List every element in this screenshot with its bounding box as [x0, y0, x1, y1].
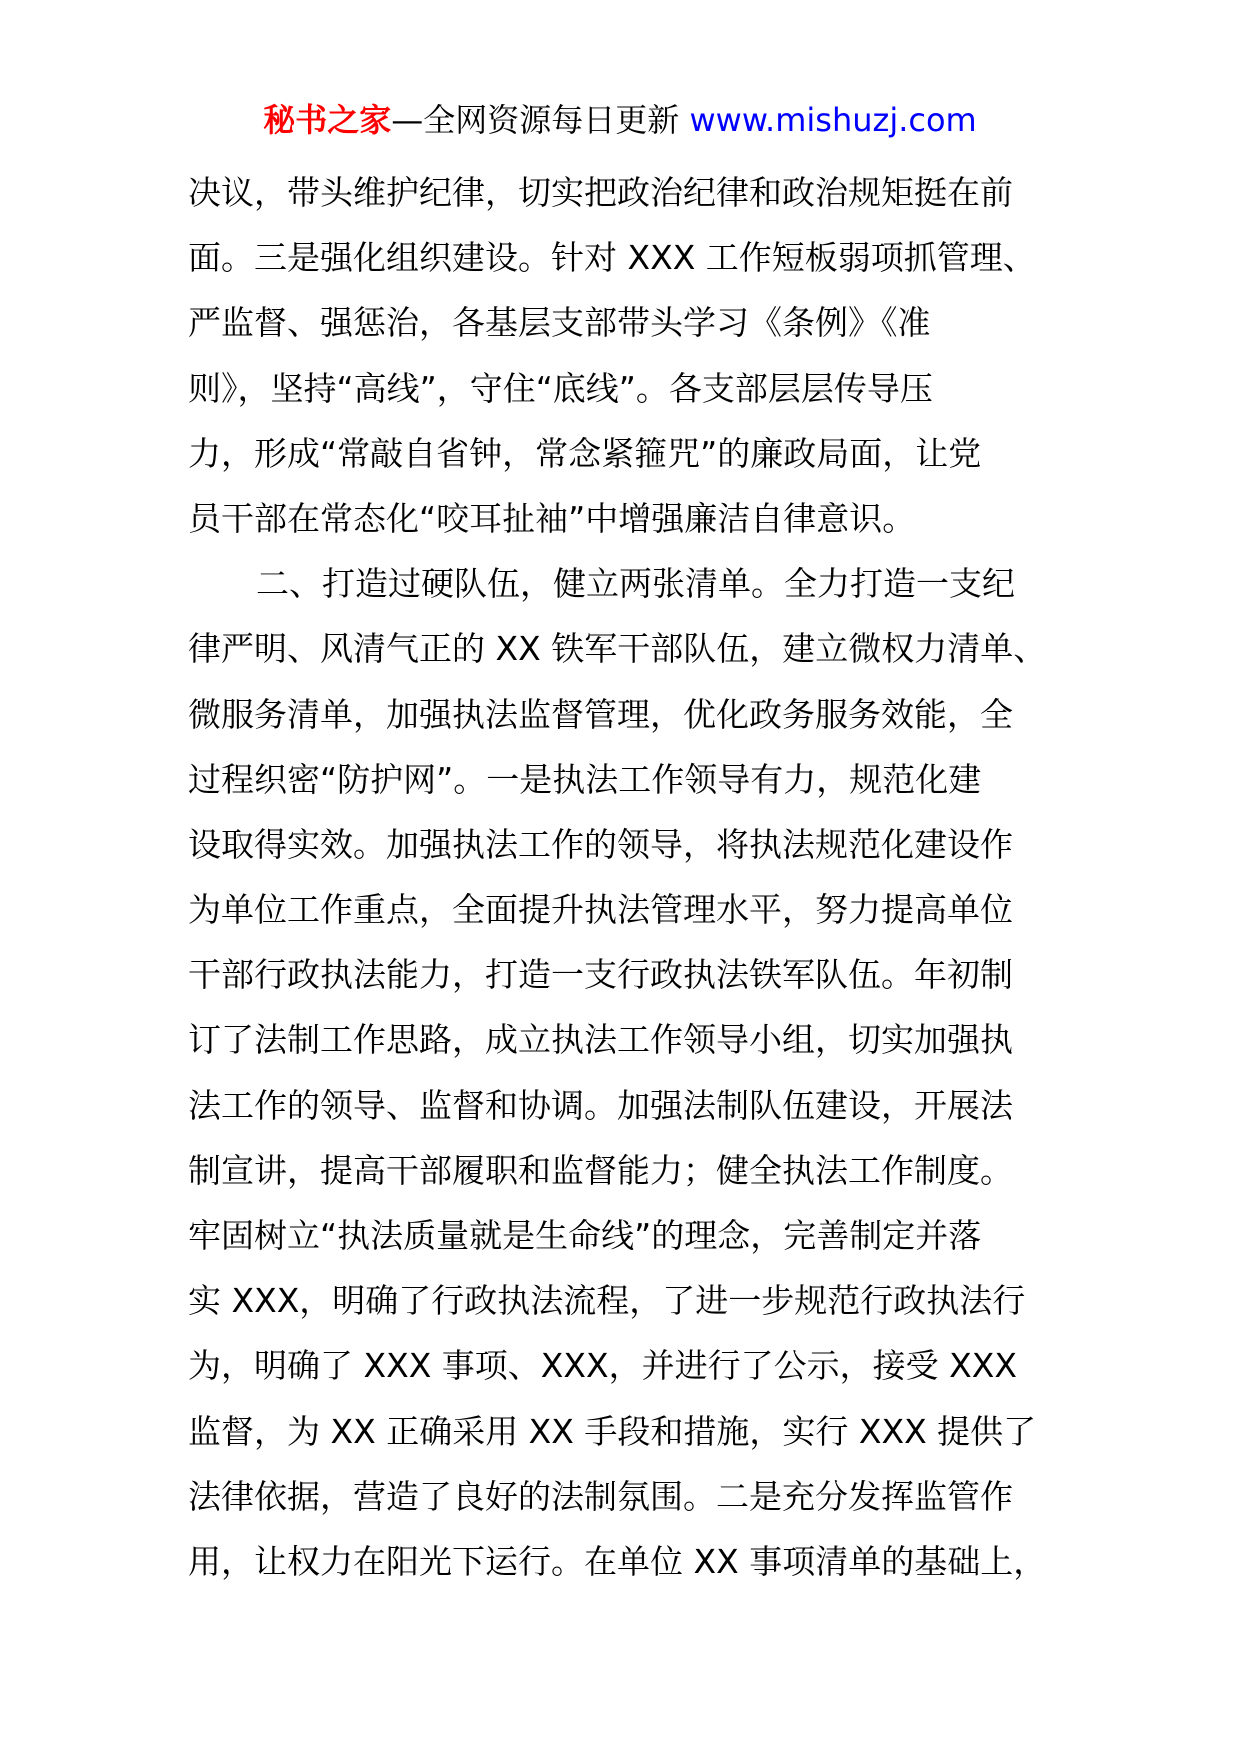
section-heading-line: 二、打造过硬队伍，健立两张清单。全力打造一支纪	[256, 564, 1015, 604]
site-tagline: —全网资源每日更新	[391, 101, 690, 139]
body-line: 为，明确了 XXX 事项、XXX，并进行了公示，接受 XXX	[188, 1346, 1017, 1386]
document-body	[188, 160, 1062, 1594]
body-line: 面。三是强化组织建设。针对 XXX 工作短板弱项抓管理、	[188, 238, 1036, 278]
body-line: 用，让权力在阳光下运行。在单位 XX 事项清单的基础上，	[188, 1541, 1047, 1581]
body-line: 决议，带头维护纪律，切实把政治纪律和政治规矩挺在前	[188, 173, 1013, 212]
body-line: 微服务清单，加强执法监督管理，优化政务服务效能，全	[188, 694, 1013, 734]
page-header	[0, 98, 1240, 142]
body-line: 力，形成“常敲自省钟，常念紧箍咒”的廉政局面，让党	[188, 433, 982, 473]
body-line: 监督，为 XX 正确采用 XX 手段和措施，实行 XXX 提供了	[188, 1411, 1037, 1451]
body-line: 律严明、风清气正的 XX 铁军干部队伍，建立微权力清单、	[188, 629, 1047, 669]
body-line: 则》，坚持“高线”，守住“底线”。各支部层层传导压	[188, 368, 933, 408]
body-line: 订了法制工作思路，成立执法工作领导小组，切实加强执	[188, 1020, 1013, 1060]
body-line: 实 XXX，明确了行政执法流程，了进一步规范行政执法行	[188, 1281, 1026, 1321]
body-line: 法工作的领导、监督和协调。加强法制队伍建设，开展法	[188, 1085, 1013, 1125]
body-line: 严监督、强惩治，各基层支部带头学习《条例》《准	[188, 303, 931, 343]
body-line: 员干部在常态化“咬耳扯袖”中增强廉洁自律意识。	[188, 498, 916, 538]
body-line: 牢固树立“执法质量就是生命线”的理念，完善制定并落	[188, 1216, 982, 1255]
body-line: 设取得实效。加强执法工作的领导，将执法规范化建设作	[188, 824, 1013, 864]
body-line: 法律依据，营造了良好的法制氛围。二是充分发挥监管作	[188, 1476, 1013, 1516]
site-name: 秘书之家	[263, 101, 392, 139]
body-line: 干部行政执法能力，打造一支行政执法铁军队伍。年初制	[188, 955, 1013, 995]
site-url-link[interactable]: www.mishuzj.com	[689, 101, 977, 139]
body-line: 制宣讲，提高干部履职和监督能力；健全执法工作制度。	[188, 1150, 1013, 1190]
body-line: 为单位工作重点，全面提升执法管理水平，努力提高单位	[188, 890, 1013, 930]
body-line: 过程织密“防护网”。一是执法工作领导有力，规范化建	[188, 759, 982, 799]
